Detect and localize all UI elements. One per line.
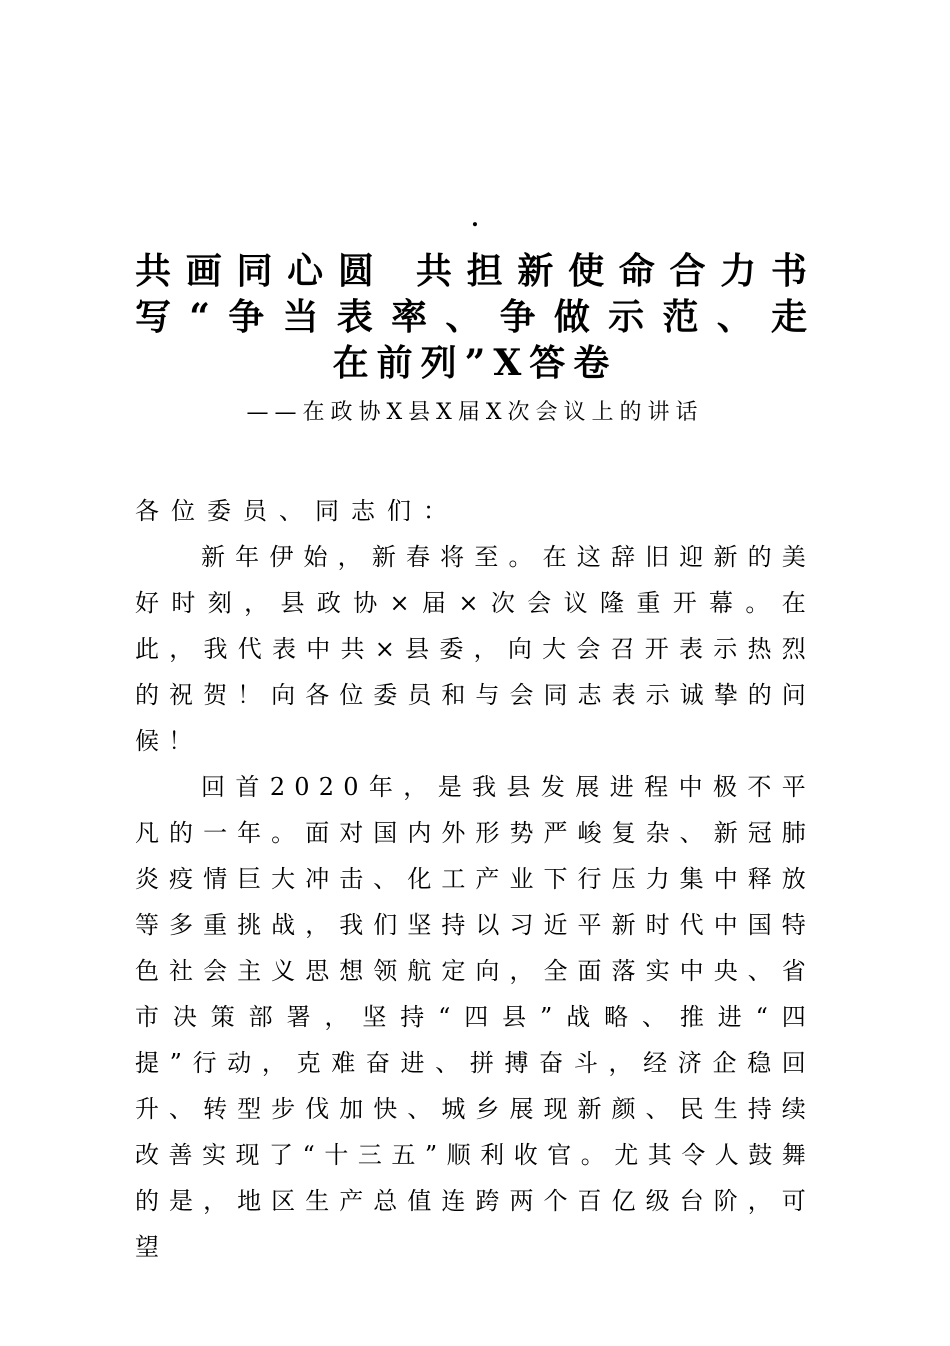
- title-line: 写“争当表率、争做示范、走: [135, 296, 815, 338]
- top-mark: .: [471, 206, 479, 232]
- document-subtitle: ——在政协X县X届X次会议上的讲话: [246, 400, 704, 425]
- document-body: [135, 488, 815, 1270]
- salutation: 各位委员、同志们：: [135, 497, 459, 525]
- title-line: 共画同心圆 共担新使命合力书: [135, 250, 815, 292]
- paragraph: 回首2020年，是我县发展进程中极不平凡的一年。面对国内外形势严峻复杂、新冠肺炎疫情巨大冲击、化工产业下行压力集中释放等多重挑战，我们坚持以习近平新时代中国特色社会主义思想领航定向，全面落实中央、省市决策部署，坚持“四县”战略、推进“四提”行动，克难奋进、拼搏奋斗，经济企稳回升、转型步伐加快、城乡展现新颜、民生持续改善实现了“十三五”顺利收官。尤其令人鼓舞的是，地区生产总值连跨两个百亿级台阶，可望: [135, 773, 815, 1261]
- paragraph: 新年伊始，新春将至。在这辞旧迎新的美好时刻，县政协×届×次会议隆重开幕。在此，我代表中共×县委，向大会召开表示热烈的祝贺！向各位委员和与会同志表示诚挚的问候！: [135, 543, 815, 755]
- title-line: 在前列”X答卷: [332, 342, 618, 384]
- document-title: [135, 248, 815, 386]
